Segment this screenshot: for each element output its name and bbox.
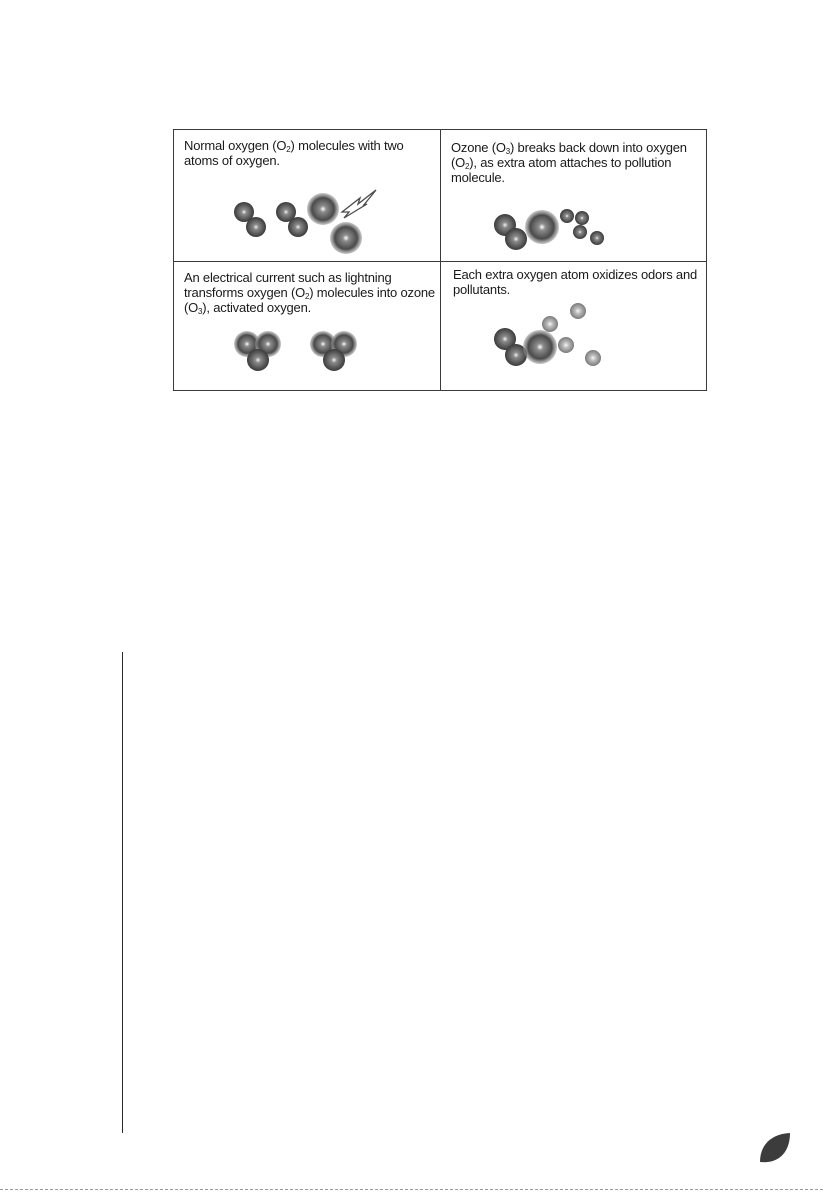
oxygen-atom-glowing: [523, 330, 557, 364]
panel-caption: An electrical current such as lightning transforms oxygen $(O_2)$ molecules into ozone $(O_3)$, activated oxygen.: [184, 270, 435, 316]
oxygen-molecule: [494, 328, 527, 366]
leaf-icon: [757, 1131, 793, 1167]
panel-electrical-current: [174, 262, 440, 391]
ozone-diagram: [173, 129, 707, 391]
panel-ozone-breakdown: [441, 130, 707, 261]
panel-oxidize: [441, 262, 707, 391]
oxygen-molecules-illustration: [174, 130, 440, 261]
pollutant-atom: [560, 209, 574, 223]
ozone-molecules-illustration: [174, 262, 440, 391]
panel-normal-oxygen: [174, 130, 440, 261]
oxidation-illustration: [441, 262, 707, 391]
panel-caption: Normal oxygen $(O_2)$ molecules with two atoms of oxygen.: [184, 138, 404, 168]
margin-rule: [122, 652, 123, 1133]
pollutant-atom: [575, 211, 589, 225]
ozone-breakdown-illustration: [441, 130, 707, 261]
oxygen-molecule: [276, 202, 308, 237]
ozone-molecule: [234, 331, 281, 371]
lightning-bolt-icon: [342, 190, 376, 218]
oxygen-molecule: [234, 202, 266, 237]
panel-caption: Ozone $(O_3)$ breaks back down into oxygen $(O_2)$, as extra atom attaches to pollution molecule.: [451, 140, 687, 185]
oxygen-atom: [505, 228, 527, 250]
ozone-molecule: [310, 331, 357, 371]
crop-line: [0, 1189, 823, 1190]
oxygen-atom-glowing: [525, 210, 559, 244]
panel-caption: Each extra oxygen atom oxidizes odors and pollutants.: [453, 267, 697, 297]
pollutant-atom: [573, 225, 587, 239]
pollutant-atom: [590, 231, 604, 245]
